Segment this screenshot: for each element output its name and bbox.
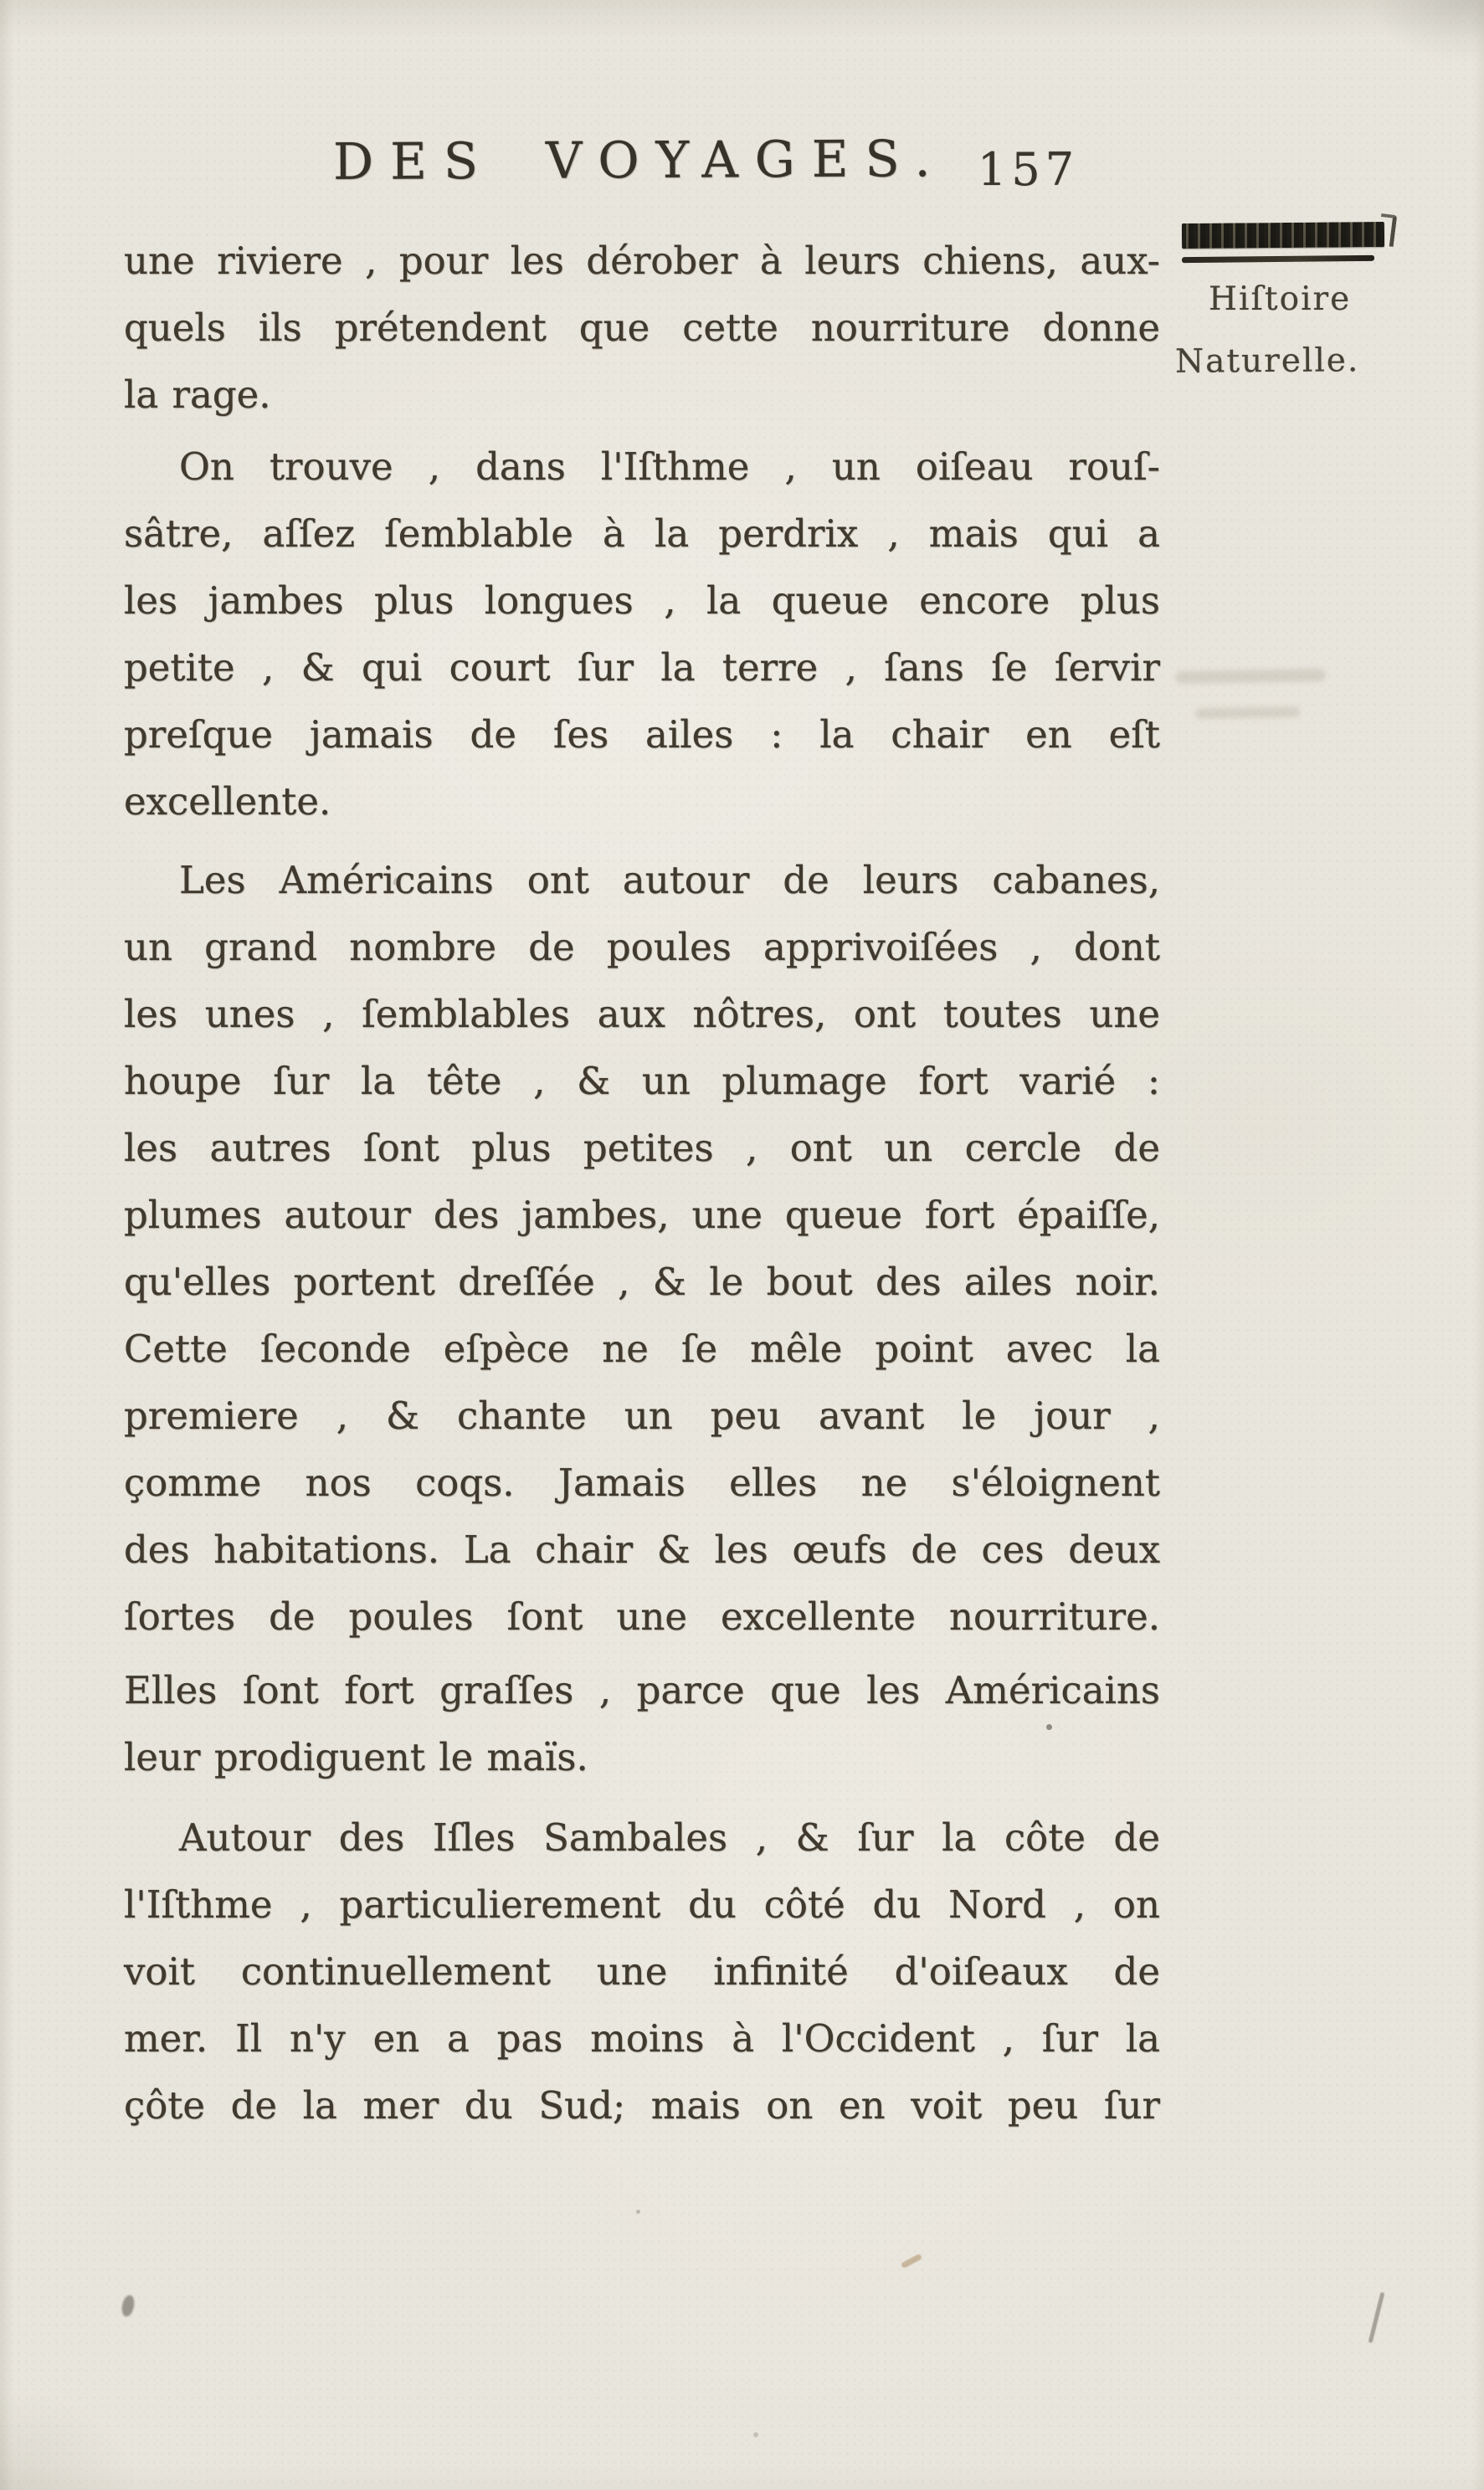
text-line: l'Iſthme , particulierement du côté du Nord , on — [124, 1882, 1160, 1927]
text-line: voit continuellement une infinité d'oiſeaux de — [124, 1949, 1160, 1994]
margin-note-line: Naturelle. — [1174, 341, 1360, 381]
text-line: qu'elles portent dreſſée , & le bout des ailes noir. — [124, 1260, 1160, 1304]
text-line: les unes , ſemblables aux nôtres, ont toutes une — [124, 992, 1160, 1036]
text-line: çôte de la mer du Sud; mais on en voit peu ſur — [124, 2083, 1160, 2128]
text-line: sâtre, aſſez ſemblable à la perdrix , mais qui a — [124, 511, 1160, 556]
text-line: les autres ſont plus petites , ont un cercle de — [124, 1126, 1160, 1170]
text-line: houpe ſur la tête , & un plumage fort varié : — [124, 1059, 1160, 1103]
text-line: les jambes plus longues , la queue encore plus — [124, 578, 1160, 623]
text-line: quels ils prétendent que cette nourriture donne — [124, 305, 1160, 350]
paper-fleck — [120, 2294, 136, 2318]
text-line: mer. Il n'y en a pas moins à l'Occident , ſur la — [124, 2016, 1160, 2061]
margin-ornament-rule — [1182, 222, 1384, 249]
body-text — [124, 228, 1160, 2139]
text-line: excellente. — [124, 779, 331, 824]
ink-bleed-smudge — [1195, 706, 1300, 719]
text-line: Cette ſeconde eſpèce ne ſe mêle point avec la — [124, 1327, 1160, 1371]
text-line: ſortes de poules ſont une excellente nourriture. — [124, 1594, 1160, 1639]
text-line: çomme nos coqs. Jamais elles ne s'éloignent — [124, 1461, 1160, 1505]
ink-dot — [1046, 1724, 1052, 1730]
margin-note-line: Hiſtoire — [1209, 280, 1352, 318]
text-line: On trouve , dans l'Iſthme , un oiſeau rouſ- — [179, 444, 1160, 489]
margin-ornament-hook — [1378, 213, 1397, 247]
running-title: DES VOYAGES. — [332, 130, 947, 192]
paper-fiber — [901, 2253, 922, 2268]
text-line: Elles ſont fort graſſes , parce que les Américains — [124, 1668, 1160, 1712]
paper-fiber — [1368, 2292, 1385, 2343]
text-line: Autour des Iſles Sambales , & ſur la côte de — [179, 1815, 1160, 1860]
text-line: une riviere , pour les dérober à leurs chiens, aux- — [124, 239, 1160, 283]
paper-fleck — [636, 2210, 640, 2214]
page-number: 157 — [978, 143, 1080, 196]
text-line: un grand nombre de poules apprivoiſées , dont — [124, 925, 1160, 969]
text-line: leur prodiguent le maïs. — [124, 1735, 588, 1779]
margin-ornament-underline — [1182, 255, 1374, 263]
text-line: plumes autour des jambes, une queue fort épaiſſe, — [124, 1193, 1160, 1237]
text-line: Les Américains ont autour de leurs cabanes, — [179, 858, 1160, 902]
text-line: la rage. — [124, 372, 271, 417]
text-line: des habitations. La chair & les œufs de ces deux — [124, 1527, 1160, 1572]
text-line: premiere , & chante un peu avant le jour , — [124, 1394, 1160, 1438]
paper-fleck — [753, 2432, 758, 2437]
ink-bleed-smudge — [1175, 668, 1326, 684]
text-line: petite , & qui court ſur la terre , ſans ſe ſervir — [124, 645, 1160, 690]
text-line: preſque jamais de ſes ailes : la chair en eſt — [124, 712, 1160, 757]
